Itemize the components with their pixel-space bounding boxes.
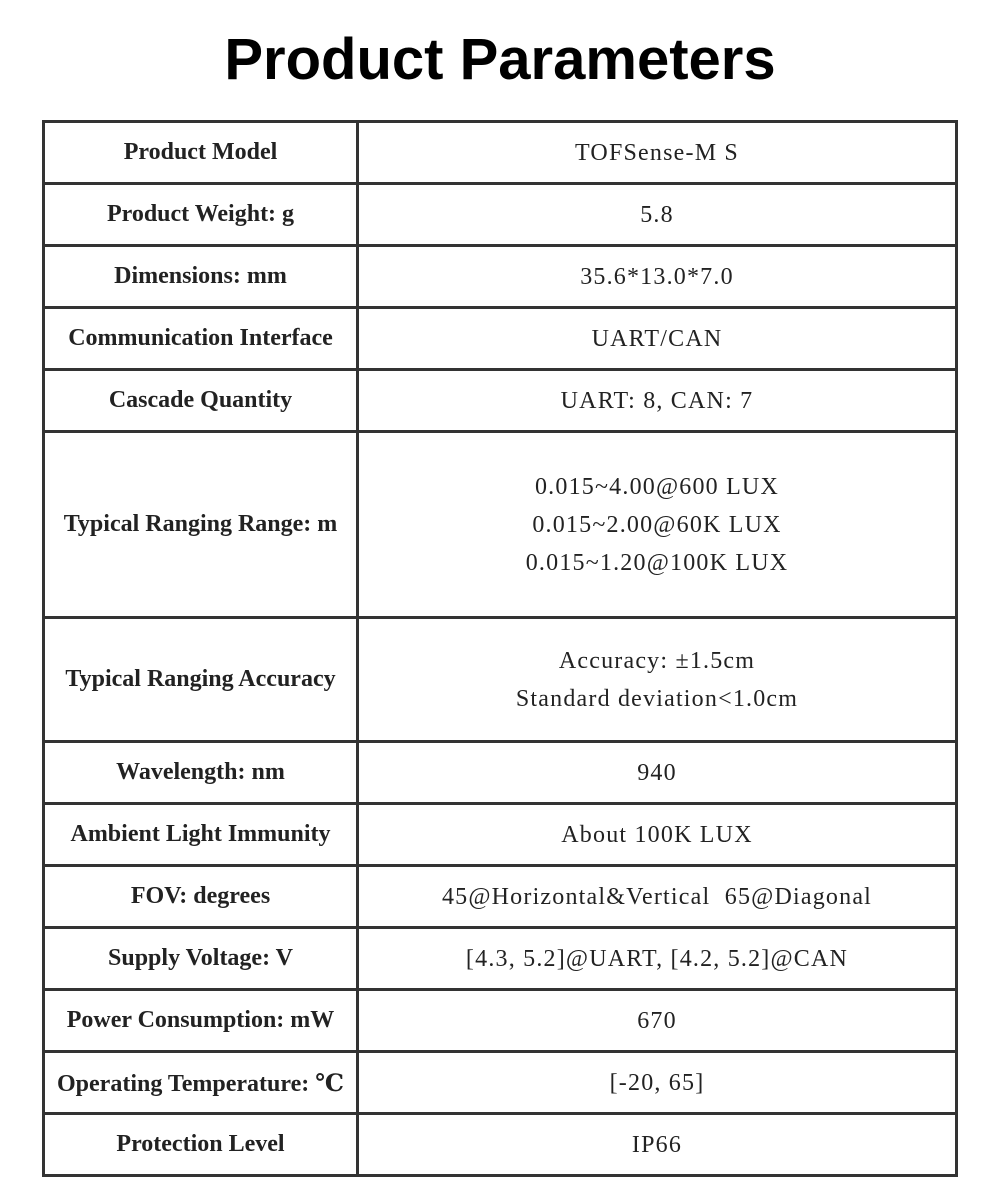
table-row (44, 246, 957, 308)
param-value (358, 1052, 957, 1114)
param-value (358, 804, 957, 866)
table-row (44, 370, 957, 432)
param-value-line: 0.015~1.20@100K LUX (525, 549, 789, 576)
param-value (358, 866, 957, 928)
param-value-line: TOFSense-M S (575, 139, 739, 166)
param-value-line: [4.3, 5.2]@UART, [4.2, 5.2]@CAN (465, 945, 849, 972)
param-value (358, 990, 957, 1052)
table-row (44, 308, 957, 370)
param-label: Wavelength: nm (44, 742, 358, 804)
param-value-line: UART/CAN (591, 325, 723, 352)
param-label: Supply Voltage: V (44, 928, 358, 990)
param-value (358, 742, 957, 804)
param-value (358, 618, 957, 742)
param-value (358, 432, 957, 618)
param-label: Product Weight: g (44, 184, 358, 246)
table-row (44, 184, 957, 246)
param-label: Typical Ranging Accuracy (44, 618, 358, 742)
param-value-line: 0.015~4.00@600 LUX (534, 473, 779, 500)
param-value-line: UART: 8, CAN: 7 (560, 387, 754, 414)
param-value-line: 35.6*13.0*7.0 (580, 263, 734, 290)
param-label: Dimensions: mm (44, 246, 358, 308)
param-value (358, 1114, 957, 1176)
param-value-line: 670 (637, 1007, 677, 1034)
table-row (44, 866, 957, 928)
table-row (44, 742, 957, 804)
param-value-line: IP66 (631, 1131, 683, 1158)
param-label: Communication Interface (44, 308, 358, 370)
param-label: Product Model (44, 122, 358, 184)
param-value (358, 308, 957, 370)
param-value-line: [-20, 65] (609, 1069, 705, 1096)
product-parameters-table (42, 120, 958, 1177)
table-row (44, 990, 957, 1052)
param-label: Cascade Quantity (44, 370, 358, 432)
param-value-line: About 100K LUX (561, 821, 753, 848)
param-value-line: 5.8 (640, 201, 674, 228)
table-row (44, 618, 957, 742)
param-value-line: Standard deviation<1.0cm (515, 685, 799, 712)
param-value-line: 940 (637, 759, 677, 786)
param-value (358, 246, 957, 308)
table-row (44, 1052, 957, 1114)
param-label: Ambient Light Immunity (44, 804, 358, 866)
page-title: Product Parameters (224, 27, 776, 92)
param-value (358, 370, 957, 432)
param-value-line: 0.015~2.00@60K LUX (532, 511, 782, 538)
param-value-line: Accuracy: ±1.5cm (558, 647, 756, 674)
table-row (44, 1114, 957, 1176)
param-value-line: 45@Horizontal&Vertical 65@Diagonal (441, 883, 873, 910)
param-value (358, 928, 957, 990)
param-value (358, 122, 957, 184)
param-label: Power Consumption: mW (44, 990, 358, 1052)
param-label: Protection Level (44, 1114, 358, 1176)
table-row (44, 804, 957, 866)
table-row (44, 928, 957, 990)
param-label: Operating Temperature: ℃ (44, 1052, 358, 1114)
param-label: Typical Ranging Range: m (44, 432, 358, 618)
table-row (44, 432, 957, 618)
param-value (358, 184, 957, 246)
param-label: FOV: degrees (44, 866, 358, 928)
table-row (44, 122, 957, 184)
